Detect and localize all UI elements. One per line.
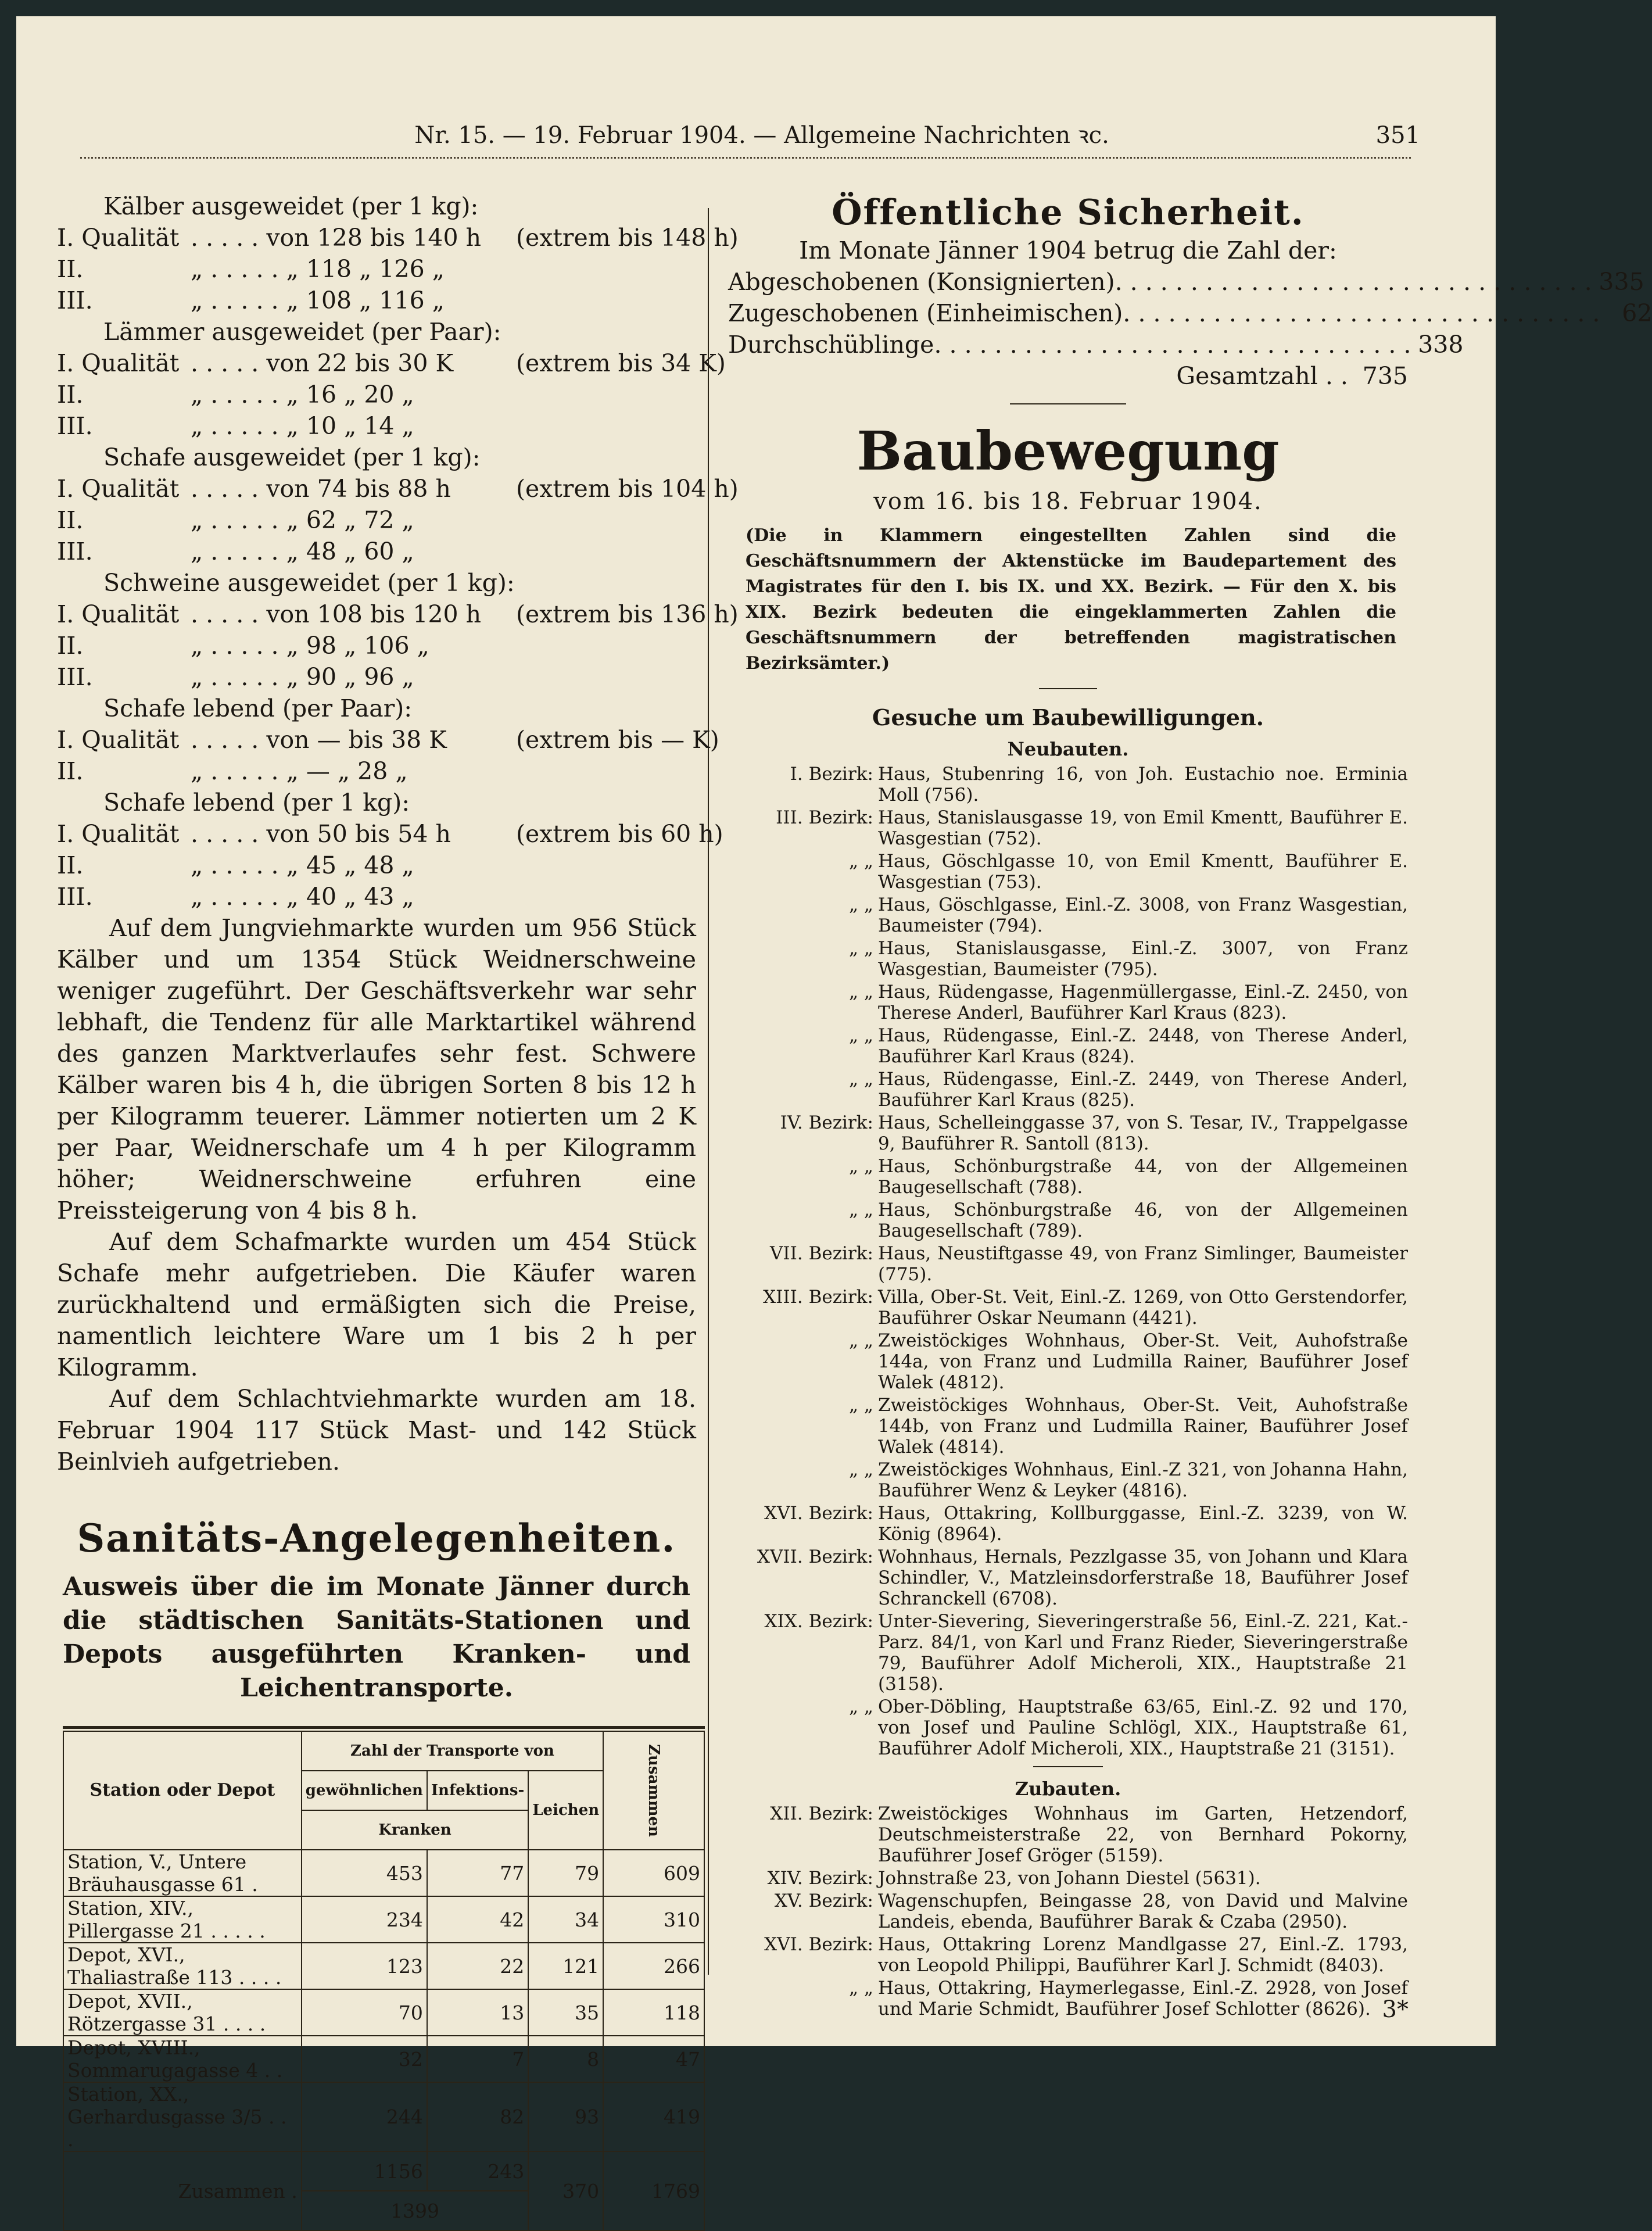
bau-entry-label: I. Bezirk: xyxy=(790,764,873,785)
price-range: . . . . . von 128 bis 140 h xyxy=(191,224,482,252)
price-quality: III. xyxy=(57,412,93,440)
bau-entry xyxy=(728,1611,1408,1695)
sum-kranken: 1399 xyxy=(302,2191,529,2230)
baubewegung-title: Baubewegung xyxy=(857,420,1280,482)
station-name: Station, V., Untere Bräuhausgasse 61 . xyxy=(63,1850,302,1896)
bau-entry-text: Johnstraße 23, von Johann Diestel (5631). xyxy=(878,1868,1261,1889)
count-leichen: 34 xyxy=(528,1896,603,1943)
price-quality: II. xyxy=(57,255,84,283)
bau-entry-label: IV. Bezirk: xyxy=(780,1112,873,1133)
bau-entry xyxy=(728,894,1408,936)
count-gewoehnlich: 123 xyxy=(302,1943,427,1989)
station-name: Station, XIV., Pillergasse 21 . . . . . xyxy=(63,1896,302,1943)
th-kranken: Kranken xyxy=(302,1810,529,1850)
sicherheit-row xyxy=(728,329,1464,360)
bau-entry-text: Zweistöckiges Wohnhaus, Ober-St. Veit, Auhofstraße 144a, von Franz und Ludmilla Rainer, Bauführer Josef Walek (4812). xyxy=(878,1330,1408,1393)
price-quality: II. xyxy=(57,851,84,879)
price-range: „ . . . . . „ 40 „ 43 „ xyxy=(191,883,414,911)
price-quality: II. xyxy=(57,632,84,660)
price-quality: I. Qualität xyxy=(57,224,180,252)
th-zusammen-label: Zusammen xyxy=(645,1744,663,1837)
bau-entry-label: XVI. Bezirk: xyxy=(764,1503,873,1524)
th-infektions: Infektions- xyxy=(427,1771,528,1810)
th-zahl: Zahl der Transporte von xyxy=(302,1731,603,1771)
price-row xyxy=(57,818,723,850)
station-name: Station, XX., Gerhardusgasse 3/5 . . . xyxy=(63,2082,302,2151)
sicherheit-value: 62 xyxy=(1622,299,1652,327)
bau-entry xyxy=(728,807,1408,849)
price-range: „ . . . . . „ 48 „ 60 „ xyxy=(191,538,414,565)
bau-entry xyxy=(728,1934,1408,1976)
sanitaets-subtitle: Ausweis über die im Monate Jänner durch die städtischen Sanitäts-Stationen und Depots ausgeführten Kranken- und Leichentransporte. xyxy=(63,1572,690,1703)
bau-entry-label: „ „ xyxy=(849,1395,873,1416)
bau-entry-text: Haus, Ottakring Lorenz Mandlgasse 27, Einl.-Z. 1793, von Leopold Philippi, Bauführer Karl J. Schmidt (8403). xyxy=(878,1934,1408,1976)
bau-entry-label: VII. Bezirk: xyxy=(769,1243,873,1264)
bau-entry-text: Wohnhaus, Hernals, Pezzlgasse 35, von Johann und Klara Schindler, V., Matzleinsdorferstraße 18, Bauführer Josef Schranckell (6708). xyxy=(878,1546,1408,1609)
bau-entry-text: Haus, Rüdengasse, Einl.-Z. 2448, von Therese Anderl, Bauführer Karl Kraus (824). xyxy=(878,1025,1408,1067)
price-row xyxy=(57,473,739,504)
bau-entry-label: „ „ xyxy=(849,1025,873,1046)
price-quality: I. Qualität xyxy=(57,475,180,503)
running-head-text: Nr. 15. — 19. Februar 1904. — Allgemeine Nachrichten ꝛc. xyxy=(414,122,1109,149)
count-leichen: 121 xyxy=(528,1943,603,1989)
transport-rows xyxy=(63,1850,704,2151)
price-row xyxy=(57,222,739,253)
sum-zusammen: 1769 xyxy=(603,2151,704,2230)
baubewegung-note: (Die in Klammern eingestellten Zahlen sind die Geschäftsnummern der Aktenstücke im Baudepartement des Magistrates für den I. bis IX. und XX. Bezirk. — Für den X. bis XIX. Bezirk bedeuten die eingeklammerten Zahlen die Geschäftsnummern der betreffenden magistratischen Bezirksämter.) xyxy=(746,525,1396,674)
bau-entry-label: XIII. Bezirk: xyxy=(763,1287,873,1308)
price-row xyxy=(57,504,696,536)
price-quality: I. Qualität xyxy=(57,726,180,754)
zubauten-title: Zubauten. xyxy=(1015,1778,1121,1800)
sicherheit-label: Abgeschobenen (Konsignierten) xyxy=(728,268,1115,296)
bau-entry-label: „ „ xyxy=(849,1199,873,1220)
bau-entry-text: Haus, Stanislausgasse 19, von Emil Kmentt, Bauführer E. Wasgestian (752). xyxy=(878,807,1408,849)
count-zusammen: 609 xyxy=(603,1850,704,1896)
bau-entry xyxy=(728,851,1408,893)
dot-leader: . . . . . . . . . . . . . . . . . . . . . . . . . . . . . . . . xyxy=(1115,268,1592,296)
transport-table-wrap xyxy=(63,1731,708,2222)
newspaper-page xyxy=(16,16,1652,2222)
bau-entry xyxy=(728,1025,1408,1067)
bau-entry-label: „ „ xyxy=(849,851,873,872)
bau-entry-text: Haus, Schönburgstraße 44, von der Allgemeinen Baugesellschaft (788). xyxy=(878,1156,1408,1198)
bau-entry-text: Zweistöckiges Wohnhaus im Garten, Hetzendorf, Deutschmeisterstraße 22, von Bernhard Pokorny, Bauführer Josef Gröger (5159). xyxy=(878,1803,1408,1866)
bau-entry xyxy=(728,1330,1408,1393)
bau-entry-label: „ „ xyxy=(849,938,873,959)
price-group-heading: Schafe lebend (per Paar): xyxy=(103,694,413,722)
sicherheit-label: Zugeschobenen (Einheimischen) xyxy=(728,299,1123,327)
page-number: 351 xyxy=(1375,122,1420,149)
price-quality: I. Qualität xyxy=(57,349,180,377)
price-quality: I. Qualität xyxy=(57,600,180,628)
price-row xyxy=(57,253,696,285)
sicherheit-row xyxy=(728,298,1652,329)
price-quality: II. xyxy=(57,381,84,409)
price-row xyxy=(57,599,739,630)
sicherheit-value: 335 xyxy=(1599,268,1644,296)
transport-table xyxy=(63,1731,705,2231)
count-zusammen: 419 xyxy=(603,2082,704,2151)
transport-row xyxy=(63,2036,704,2082)
transport-row xyxy=(63,2082,704,2151)
price-range: „ . . . . . „ 16 „ 20 „ xyxy=(191,381,414,409)
baubewegung-date: vom 16. bis 18. Februar 1904. xyxy=(873,488,1263,515)
price-quality: III. xyxy=(57,663,93,691)
price-range: . . . . . von 50 bis 54 h xyxy=(191,820,451,848)
sicherheit-label: Durchschüblinge xyxy=(728,331,934,359)
market-price-lists xyxy=(57,191,739,912)
price-row xyxy=(57,881,696,912)
price-row xyxy=(57,724,719,755)
table-top-rule xyxy=(63,1726,705,1729)
price-extreme: (extrem bis — K) xyxy=(516,726,719,754)
price-extreme: (extrem bis 136 h) xyxy=(516,600,739,628)
bau-entry-label: „ „ xyxy=(849,1696,873,1717)
bau-entry-text: Haus, Göschlgasse, Einl.-Z. 3008, von Franz Wasgestian, Baumeister (794). xyxy=(878,894,1408,936)
neubauten-list xyxy=(728,764,1408,1759)
count-gewoehnlich: 70 xyxy=(302,1989,427,2036)
sicherheit-intro: Im Monate Jänner 1904 betrug die Zahl der: xyxy=(799,237,1337,264)
count-infektion: 22 xyxy=(427,1943,528,1989)
header-rule xyxy=(80,157,1411,159)
price-quality: II. xyxy=(57,757,84,785)
bau-entry xyxy=(728,1978,1408,2019)
bau-entry-text: Wagenschupfen, Beingasse 28, von David und Malvine Landeis, ebenda, Bauführer Barak & Czaba (2950). xyxy=(878,1890,1408,1932)
price-range: „ . . . . . „ 98 „ 106 „ xyxy=(191,632,429,660)
bau-entry-label: XVI. Bezirk: xyxy=(764,1934,873,1955)
th-zusammen xyxy=(603,1731,704,1850)
th-leichen: Leichen xyxy=(528,1771,603,1850)
price-range: „ . . . . . „ 90 „ 96 „ xyxy=(191,663,414,691)
count-gewoehnlich: 244 xyxy=(302,2082,427,2151)
station-name: Depot, XVIII., Sommarugagasse 4 . . xyxy=(63,2036,302,2082)
bau-entry-label: III. Bezirk: xyxy=(776,807,873,828)
count-zusammen: 118 xyxy=(603,1989,704,2036)
count-infektion: 77 xyxy=(427,1850,528,1896)
sum-gewoehnlich: 1156 xyxy=(302,2151,427,2191)
price-range: „ . . . . . „ 108 „ 116 „ xyxy=(191,287,445,314)
price-group-heading: Schafe lebend (per 1 kg): xyxy=(103,789,410,817)
bau-entry xyxy=(728,938,1408,980)
count-gewoehnlich: 234 xyxy=(302,1896,427,1943)
price-row xyxy=(57,379,696,410)
bau-entry xyxy=(728,1546,1408,1609)
bau-entry-text: Villa, Ober-St. Veit, Einl.-Z. 1269, von Otto Gerstendorfer, Bauführer Oskar Neumann (4421). xyxy=(878,1287,1408,1328)
bau-entry xyxy=(728,1890,1408,1932)
price-row xyxy=(57,630,696,661)
sicherheit-title: Öffentliche Sicherheit. xyxy=(832,192,1305,233)
bau-entry-text: Haus, Schelleinggasse 37, von S. Tesar, IV., Trappelgasse 9, Bauführer R. Santoll (813). xyxy=(878,1112,1408,1154)
bau-entry-text: Haus, Rüdengasse, Einl.-Z. 2449, von Therese Anderl, Bauführer Karl Kraus (825). xyxy=(878,1069,1408,1111)
price-quality: II. xyxy=(57,506,84,534)
bau-entry-text: Haus, Ottakring, Haymerlegasse, Einl.-Z. 2928, von Josef und Marie Schmidt, Bauführer Josef Schlotter (8626). xyxy=(878,1978,1408,2019)
sicherheit-total-label: Gesamtzahl . . xyxy=(1176,362,1348,390)
price-row xyxy=(57,536,696,567)
count-zusammen: 266 xyxy=(603,1943,704,1989)
sicherheit-value: 338 xyxy=(1418,331,1464,359)
dot-leader: . . . . . . . . . . . . . . . . . . . . . . . . . . . . . . . . xyxy=(934,331,1411,359)
bau-entry xyxy=(728,1199,1408,1241)
section-rule xyxy=(1010,403,1126,404)
count-infektion: 82 xyxy=(427,2082,528,2151)
bau-entry xyxy=(728,1459,1408,1501)
transport-row xyxy=(63,1989,704,2036)
bau-entry-text: Zweistöckiges Wohnhaus, Ober-St. Veit, Auhofstraße 144b, von Franz und Ludmilla Rainer, Bauführer Josef Walek (4814). xyxy=(878,1395,1408,1458)
sum-infektion: 243 xyxy=(427,2151,528,2191)
bau-entry-text: Haus, Stanislausgasse, Einl.-Z. 3007, von Franz Wasgestian, Baumeister (795). xyxy=(878,938,1408,980)
price-range: . . . . . von 108 bis 120 h xyxy=(191,600,482,628)
bau-entry-label: „ „ xyxy=(849,1069,873,1090)
price-group-heading: Schafe ausgeweidet (per 1 kg): xyxy=(103,443,481,471)
price-range: „ . . . . . „ 62 „ 72 „ xyxy=(191,506,414,534)
price-group-heading: Lämmer ausgeweidet (per Paar): xyxy=(103,318,501,346)
bau-entry-text: Haus, Neustiftgasse 49, von Franz Simlinger, Baumeister (775). xyxy=(878,1243,1408,1285)
count-leichen: 8 xyxy=(528,2036,603,2082)
sicherheit-total-value: 735 xyxy=(1362,362,1408,390)
price-range: „ . . . . . „ 118 „ 126 „ xyxy=(191,255,445,283)
bau-entry-text: Haus, Rüdengasse, Hagenmüllergasse, Einl.-Z. 2450, von Therese Anderl, Bauführer Karl Kraus (823). xyxy=(878,982,1408,1023)
price-extreme: (extrem bis 148 h) xyxy=(516,224,739,252)
transport-row xyxy=(63,1943,704,1989)
sicherheit-row xyxy=(728,266,1644,298)
bau-entry-text: Haus, Ottakring, Kollburggasse, Einl.-Z. 3239, von W. König (8964). xyxy=(878,1503,1408,1545)
th-station: Station oder Depot xyxy=(63,1731,302,1850)
count-leichen: 35 xyxy=(528,1989,603,2036)
count-infektion: 7 xyxy=(427,2036,528,2082)
sanitaets-title: Sanitäts-Angelegenheiten. xyxy=(77,1516,676,1561)
price-row xyxy=(57,850,696,881)
market-paragraph-3: Auf dem Schlachtviehmarkte wurden am 18. Februar 1904 117 Stück Mast- und 142 Stück Beinlvieh aufgetrieben. xyxy=(57,1385,696,1476)
bau-entry-text: Ober-Döbling, Hauptstraße 63/65, Einl.-Z. 92 und 170, von Josef und Pauline Schlögl, XIX., Hauptstraße 61, Bauführer Adolf Micheroli, XIX., Hauptstraße 21 (3151). xyxy=(878,1696,1408,1759)
bau-entry xyxy=(728,1243,1408,1285)
price-quality: III. xyxy=(57,287,93,314)
price-row xyxy=(57,410,696,442)
bau-entry xyxy=(728,1503,1408,1545)
th-gewoehnlichen: gewöhnlichen xyxy=(302,1771,427,1810)
station-name: Depot, XVI., Thaliastraße 113 . . . . xyxy=(63,1943,302,1989)
bau-entry xyxy=(728,1868,1408,1889)
bau-entry xyxy=(728,764,1408,805)
bau-entry xyxy=(728,1395,1408,1458)
price-extreme: (extrem bis 60 h) xyxy=(516,820,723,848)
count-zusammen: 310 xyxy=(603,1896,704,1943)
sum-label: Zusammen . xyxy=(63,2151,302,2230)
price-group-heading: Schweine ausgeweidet (per 1 kg): xyxy=(103,569,515,597)
price-quality: I. Qualität xyxy=(57,820,180,848)
sicherheit-rows xyxy=(728,266,1652,360)
bau-entry-text: Haus, Schönburgstraße 46, von der Allgemeinen Baugesellschaft (789). xyxy=(878,1199,1408,1241)
price-extreme: (extrem bis 34 K) xyxy=(516,349,726,377)
page-content xyxy=(16,16,1652,2222)
bau-entry xyxy=(728,1287,1408,1328)
bau-entry-label: „ „ xyxy=(849,982,873,1002)
price-range: „ . . . . . „ 45 „ 48 „ xyxy=(191,851,414,879)
price-range: . . . . . von 22 bis 30 K xyxy=(191,349,454,377)
bau-entry xyxy=(728,1156,1408,1198)
bau-entry-label: „ „ xyxy=(849,1459,873,1480)
running-head xyxy=(103,118,1420,153)
bau-entry-label: XIX. Bezirk: xyxy=(764,1611,873,1632)
price-row xyxy=(57,661,696,693)
price-quality: III. xyxy=(57,883,93,911)
price-range: „ . . . . . „ — „ 28 „ xyxy=(191,757,408,785)
bau-entry xyxy=(728,1696,1408,1759)
bau-entry-text: Zweistöckiges Wohnhaus, Einl.-Z 321, von Johanna Hahn, Bauführer Wenz & Leyker (4816). xyxy=(878,1459,1408,1501)
bau-entry-text: Haus, Göschlgasse 10, von Emil Kmentt, Bauführer E. Wasgestian (753). xyxy=(878,851,1408,893)
count-leichen: 93 xyxy=(528,2082,603,2151)
bau-entry xyxy=(728,1069,1408,1111)
bau-entry-label: XVII. Bezirk: xyxy=(757,1546,873,1567)
count-gewoehnlich: 453 xyxy=(302,1850,427,1896)
bau-entry-label: XII. Bezirk: xyxy=(770,1803,873,1824)
bau-entry-label: XIV. Bezirk: xyxy=(767,1868,873,1889)
price-range: „ . . . . . „ 10 „ 14 „ xyxy=(191,412,414,440)
transport-row xyxy=(63,1850,704,1896)
zubauten-rule xyxy=(1033,1766,1103,1767)
bau-entry-label: XV. Bezirk: xyxy=(774,1890,873,1911)
price-row xyxy=(57,285,696,316)
page-signature: 3* xyxy=(1382,1996,1409,2023)
price-extreme: (extrem bis 104 h) xyxy=(516,475,739,503)
transport-row xyxy=(63,1896,704,1943)
bau-entry-text: Haus, Stubenring 16, von Joh. Eustachio noe. Erminia Moll (756). xyxy=(878,764,1408,805)
sum-leichen: 370 xyxy=(528,2151,603,2230)
zubauten-list xyxy=(728,1803,1408,2019)
count-infektion: 13 xyxy=(427,1989,528,2036)
left-column xyxy=(57,191,739,1705)
station-name: Depot, XVII., Rötzergasse 31 . . . . xyxy=(63,1989,302,2036)
neubauten-title: Neubauten. xyxy=(1007,738,1129,760)
market-paragraph-1: Auf dem Jungviehmarkte wurden um 956 Stück Kälber und um 1354 Stück Weidnerschweine weniger zugeführt. Der Geschäftsverkehr war sehr lebhaft, die Tendenz für alle Marktartikel während des ganzen Marktverlaufes sehr fest. Schwere Kälber waren bis 4 h, die übrigen Sorten 8 bis 12 h per Kilogramm teuerer. Lämmer notierten um 2 K per Paar, Weidnerschafe um 4 h per Kilogramm höher; Weidnerschweine erfuhren eine Preissteigerung von 4 bis 8 h. xyxy=(57,914,696,1224)
market-paragraph-2: Auf dem Schafmarkte wurden um 454 Stück Schafe mehr aufgetrieben. Die Käufer waren zurückhaltend und ermäßigten sich die Preise, namentlich leichtere Ware um 1 bis 2 h per Kilogramm. xyxy=(57,1228,696,1381)
price-row xyxy=(57,348,726,379)
count-leichen: 79 xyxy=(528,1850,603,1896)
bau-entry-text: Unter-Sievering, Sieveringerstraße 56, Einl.-Z. 221, Kat.-Parz. 84/1, von Karl und Franz Rieder, Sieveringerstraße 79, Bauführer Adolf Micheroli, XIX., Hauptstraße 21 (3158). xyxy=(878,1611,1408,1695)
gesuche-title: Gesuche um Baubewilligungen. xyxy=(872,704,1264,730)
bau-entry-label: „ „ xyxy=(849,1156,873,1177)
sicherheit-total-row xyxy=(728,360,1408,392)
price-range: . . . . . von — bis 38 K xyxy=(191,726,447,754)
bau-entry xyxy=(728,982,1408,1023)
price-group-heading: Kälber ausgeweidet (per 1 kg): xyxy=(103,192,479,220)
count-infektion: 42 xyxy=(427,1896,528,1943)
dot-leader: . . . . . . . . . . . . . . . . . . . . . . . . . . . . . . . . xyxy=(1123,299,1600,327)
price-row xyxy=(57,755,696,787)
bau-entry-label: „ „ xyxy=(849,1978,873,1999)
note-rule xyxy=(1039,688,1097,689)
bau-entry xyxy=(728,1803,1408,1866)
bau-entry-label: „ „ xyxy=(849,894,873,915)
bau-entry-label: „ „ xyxy=(849,1330,873,1351)
bau-entry xyxy=(728,1112,1408,1154)
count-gewoehnlich: 32 xyxy=(302,2036,427,2082)
price-range: . . . . . von 74 bis 88 h xyxy=(191,475,451,503)
price-quality: III. xyxy=(57,538,93,565)
count-zusammen: 47 xyxy=(603,2036,704,2082)
right-column xyxy=(728,191,1652,2021)
